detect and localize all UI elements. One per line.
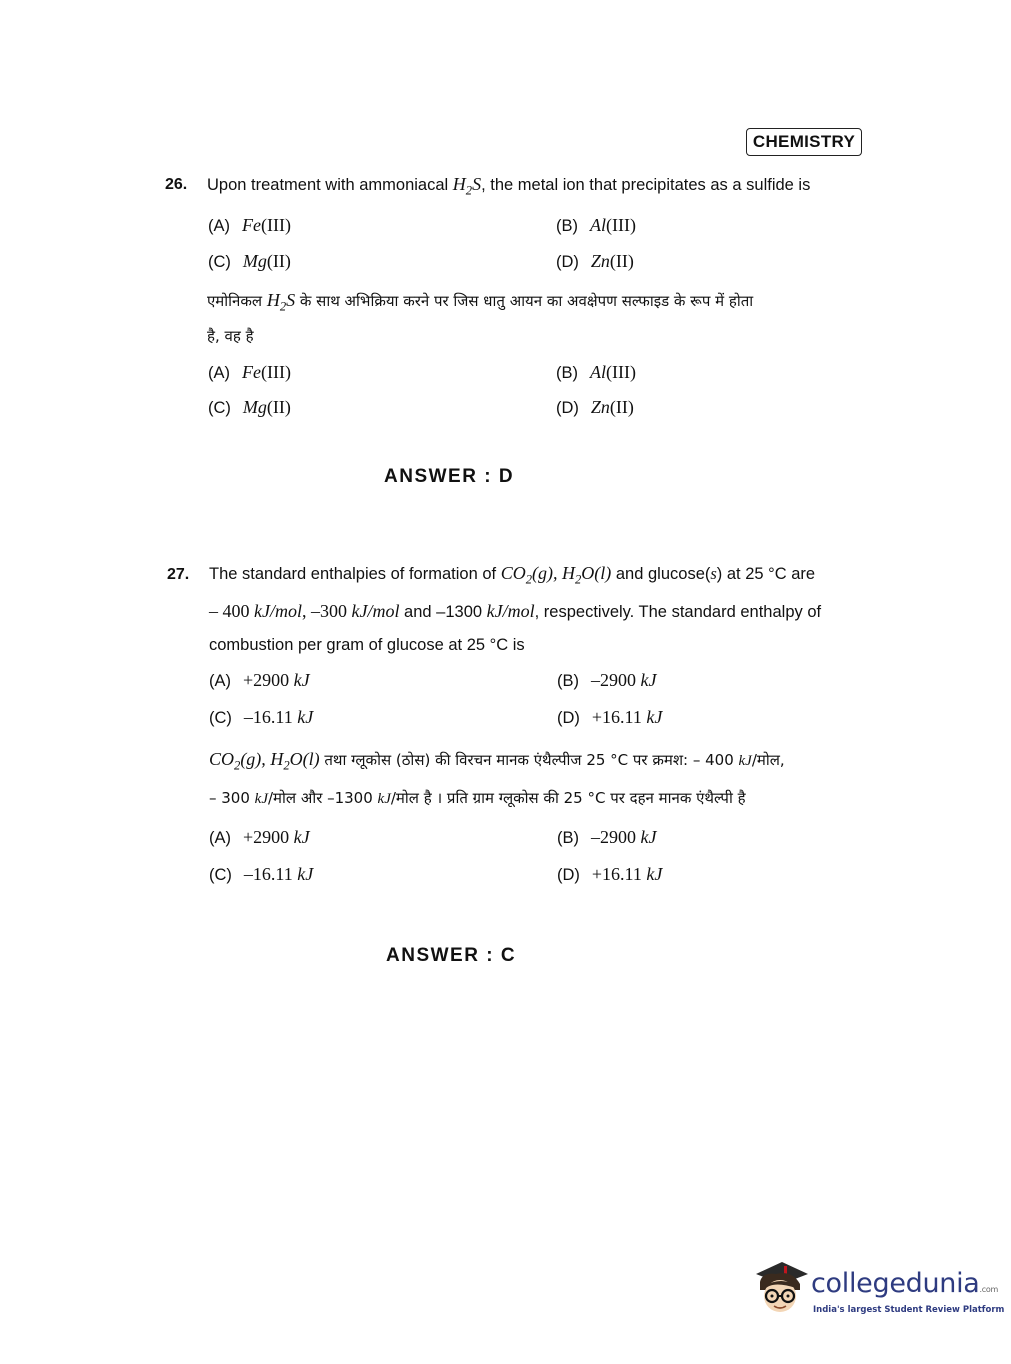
q26-hindi-option-a (208, 362, 291, 383)
option-ox: (III) (606, 215, 636, 235)
option-ox: (III) (606, 362, 636, 382)
option-ox: (III) (260, 362, 291, 382)
option-label: (D) (557, 866, 580, 884)
option-symbol: Al (590, 362, 606, 382)
q26-text-part: Upon treatment with ammoniacal (207, 176, 453, 194)
option-value: +2900 (243, 827, 294, 847)
hindi-text: /मोल, (751, 751, 785, 769)
hindi-text: तथा ग्लूकोस (ठोस) की विरचन मानक एंथैल्पीज 25 °C पर क्रमश: – 400 (319, 751, 739, 769)
q26-hindi-option-d (556, 397, 634, 418)
hindi-unit: kJ (377, 791, 391, 807)
q27-value: , –300 (301, 601, 352, 621)
option-unit: kJ (640, 670, 657, 690)
co2-state: (g), (240, 749, 271, 769)
hindi-unit: kJ (254, 791, 268, 807)
q26-number: 26. (165, 176, 188, 193)
option-symbol: Zn (590, 251, 610, 271)
option-unit: kJ (297, 864, 314, 884)
q27-line3: combustion per gram of glucose at 25 °C is (209, 636, 525, 654)
co2-formula: CO (209, 749, 235, 769)
option-unit: kJ (297, 707, 314, 727)
mascot-logo-icon (752, 1256, 808, 1316)
h2o-formula: H (562, 563, 575, 583)
brand-name (811, 1268, 998, 1299)
q27-text-part: ) at 25 °C are (716, 565, 816, 583)
q26-option-a (208, 215, 291, 236)
q26-option-b (556, 215, 636, 236)
option-symbol: Zn (590, 397, 610, 417)
co2-formula: CO (500, 563, 526, 583)
hindi-text: के साथ अभिक्रिया करने पर जिस धातु आयन का अवक्षेपण सल्फाइड के रूप में होता (295, 292, 754, 310)
q27-number: 27. (167, 566, 190, 583)
option-unit: kJ (640, 827, 657, 847)
option-unit: kJ (293, 827, 310, 847)
q27-text-part: and glucose( (611, 565, 711, 583)
q26-option-c (208, 251, 291, 272)
option-symbol: Al (590, 215, 606, 235)
option-label: (C) (208, 399, 231, 417)
option-value: +16.11 (591, 864, 647, 884)
q26-formula-h: H (452, 174, 466, 194)
q27-hindi-line1 (209, 749, 785, 773)
option-symbol: Mg (242, 251, 267, 271)
option-ox: (II) (266, 397, 291, 417)
q27-hindi-line2 (209, 788, 746, 808)
co2-sub: 2 (525, 572, 532, 587)
q26-formula-sub: 2 (279, 299, 287, 314)
option-unit: kJ (646, 707, 663, 727)
option-label: (B) (557, 829, 579, 847)
option-unit: kJ (293, 670, 310, 690)
q27-text-part: , respectively. The standard enthalpy of (534, 603, 822, 621)
option-label: (A) (208, 217, 230, 235)
hindi-text: /मोल है । प्रति ग्राम ग्लूकोस की 25 °C पर दहन मानक एंथैल्पी है (390, 789, 746, 807)
q27-hindi-option-a (209, 827, 310, 848)
q27-line2 (209, 600, 821, 623)
h2o-sub: 2 (283, 758, 290, 773)
option-value: –16.11 (243, 864, 298, 884)
q26-formula-s: S (472, 174, 482, 194)
option-label: (B) (556, 217, 578, 235)
q27-unit: kJ/mol (486, 601, 535, 621)
q27-hindi-option-b (557, 827, 656, 848)
q27-option-c (209, 707, 313, 728)
option-symbol: Fe (242, 362, 261, 382)
q26-hindi-option-b (556, 362, 636, 383)
q27-hindi-option-c (209, 864, 313, 885)
option-label: (C) (209, 866, 232, 884)
option-value: –2900 (591, 670, 641, 690)
option-unit: kJ (646, 864, 663, 884)
q26-formula-h: H (266, 290, 280, 310)
q26-formula-sub: 2 (465, 183, 473, 198)
hindi-text: एमोनिकल (207, 292, 267, 310)
q26-hindi-line2: है, वह है (207, 327, 254, 345)
option-value: +2900 (243, 670, 294, 690)
q27-text-part: The standard enthalpies of formation of (209, 565, 501, 583)
option-label: (B) (556, 364, 578, 382)
option-value: +16.11 (591, 707, 647, 727)
option-label: (C) (208, 253, 231, 271)
option-label: (A) (209, 829, 231, 847)
q26-text (207, 173, 810, 196)
q26-answer: ANSWER : D (384, 466, 515, 487)
q26-hindi-line1 (207, 290, 754, 314)
option-label: (A) (209, 672, 231, 690)
option-ox: (II) (609, 251, 634, 271)
option-ox: (III) (260, 215, 291, 235)
subject-badge: CHEMISTRY (746, 128, 862, 156)
q27-state-s: s (710, 564, 717, 583)
q27-option-d (557, 707, 662, 728)
h2o-rest: O(l) (289, 749, 320, 769)
option-ox: (II) (266, 251, 291, 271)
hindi-unit: kJ (738, 753, 752, 769)
co2-state: (g), (532, 563, 562, 583)
q27-unit: kJ/mol (254, 601, 302, 621)
h2o-rest: O(l) (581, 563, 612, 583)
hindi-text: /मोल और –1300 (268, 789, 378, 807)
option-symbol: Fe (242, 215, 261, 235)
option-label: (D) (556, 399, 579, 417)
option-label: (A) (208, 364, 230, 382)
brand-text: collegedunia (811, 1268, 980, 1299)
option-symbol: Mg (242, 397, 267, 417)
option-label: (B) (557, 672, 579, 690)
q27-text-part: and –1300 (399, 603, 487, 621)
brand-tagline: India's largest Student Review Platform (813, 1305, 1005, 1315)
option-value: –16.11 (243, 707, 298, 727)
option-ox: (II) (609, 397, 634, 417)
q27-option-b (557, 670, 656, 691)
q27-value: – 400 (209, 601, 254, 621)
q26-formula-s: S (286, 290, 296, 310)
brand-suffix: .com (979, 1285, 998, 1294)
option-value: –2900 (591, 827, 641, 847)
option-label: (D) (557, 709, 580, 727)
q27-hindi-option-d (557, 864, 662, 885)
h2o-formula: H (270, 749, 284, 769)
q27-unit: kJ/mol (351, 601, 400, 621)
option-label: (D) (556, 253, 579, 271)
q27-line1 (209, 562, 815, 585)
q27-answer: ANSWER : C (386, 945, 517, 966)
q26-hindi-option-c (208, 397, 291, 418)
co2-sub: 2 (234, 758, 241, 773)
hindi-text: – 300 (209, 789, 255, 807)
q27-option-a (209, 670, 310, 691)
h2o-sub: 2 (575, 572, 582, 587)
q26-option-d (556, 251, 634, 272)
option-label: (C) (209, 709, 232, 727)
q26-text-part: , the metal ion that precipitates as a sulfide is (481, 176, 811, 194)
